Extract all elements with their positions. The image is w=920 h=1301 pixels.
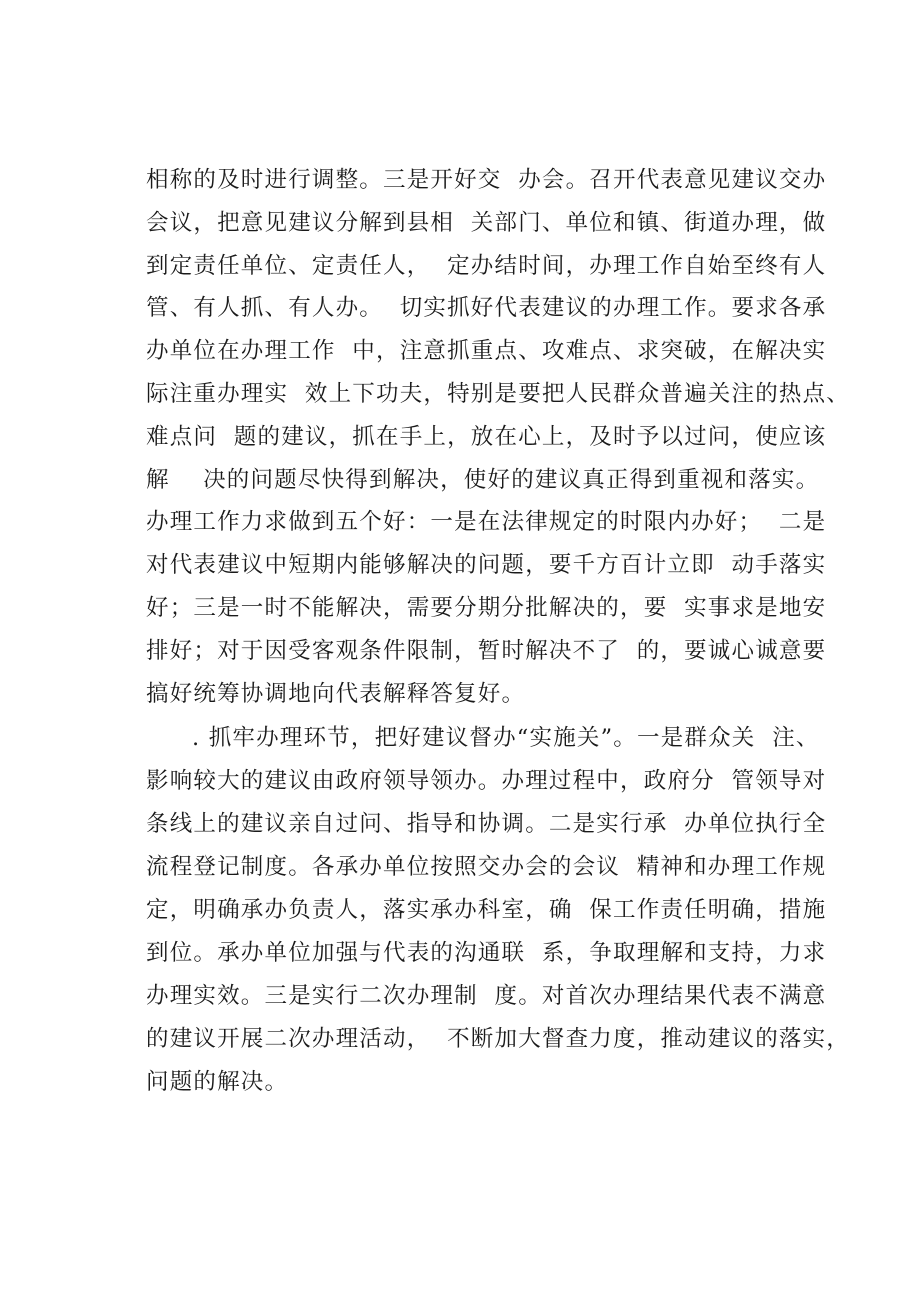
text-line: 条线上的建议亲自过问、指导和协调。二是实行承 办单位执行全 — [146, 811, 827, 837]
text-line: 办单位在办理工作 中，注意抓重点、攻难点、求突破，在解决实 — [146, 338, 827, 365]
text-line: 会议，把意见建议分解到县相 关部门、单位和镇、街道办理，做 — [146, 209, 827, 236]
text-line: 办理实效。三是实行二次办理制 度。对首次办理结果代表不满意 — [146, 983, 827, 1009]
text-line: 难点问 题的建议，抓在手上，放在心上，及时予以过问，使应该 — [146, 423, 827, 450]
text-line: 到位。承办单位加强与代表的沟通联 系，争取理解和支持，力求 — [146, 940, 827, 966]
text-line: 解 决的问题尽快得到解决，使好的建议真正得到重视和落实。 — [146, 466, 820, 493]
text-line: 到定责任单位、定责任人， 定办结时间，办理工作自始至终有人 — [146, 252, 827, 279]
text-line: 管、有人抓、有人办。 切实抓好代表建议的办理工作。要求各承 — [146, 295, 827, 322]
text-line: 定，明确承办负责人，落实承办科室，确 保工作责任明确，措施 — [146, 897, 827, 923]
text-line: 搞好统筹协调地向代表解释答复好。 — [146, 680, 526, 707]
text-line: 流程登记制度。各承办单位按照交办会的会议 精神和办理工作规 — [146, 854, 827, 880]
text-line: 问题的解决。 — [146, 1069, 289, 1095]
text-line: 影响较大的建议由政府领导领办。办理过程中，政府分 管领导对 — [146, 768, 827, 794]
text-line: 排好；对于因受客观条件限制，暂时解决不了 的，要诚心诚意要 — [146, 637, 827, 664]
text-line: 际注重办理实 效上下功夫，特别是要把人民群众普遍关注的热点、 — [146, 381, 851, 407]
text-line: 相称的及时进行调整。三是开好交 办会。召开代表意见建议交办 — [146, 167, 827, 193]
text-line: 好；三是一时不能解决，需要分期分批解决的，要 实事求是地安 — [146, 595, 827, 621]
text-line: 对代表建议中短期内能够解决的问题，要千方百计立即 动手落实 — [146, 552, 827, 579]
text-line: 办理工作力求做到五个好：一是在法律规定的时限内办好； 二是 — [146, 509, 827, 536]
text-line: 的建议开展二次办理活动， 不断加大督查力度，推动建议的落实， — [146, 1026, 851, 1052]
text-line: . 抓牢办理环节，把好建议督办“实施关”。一是群众关 注、 — [192, 725, 820, 751]
